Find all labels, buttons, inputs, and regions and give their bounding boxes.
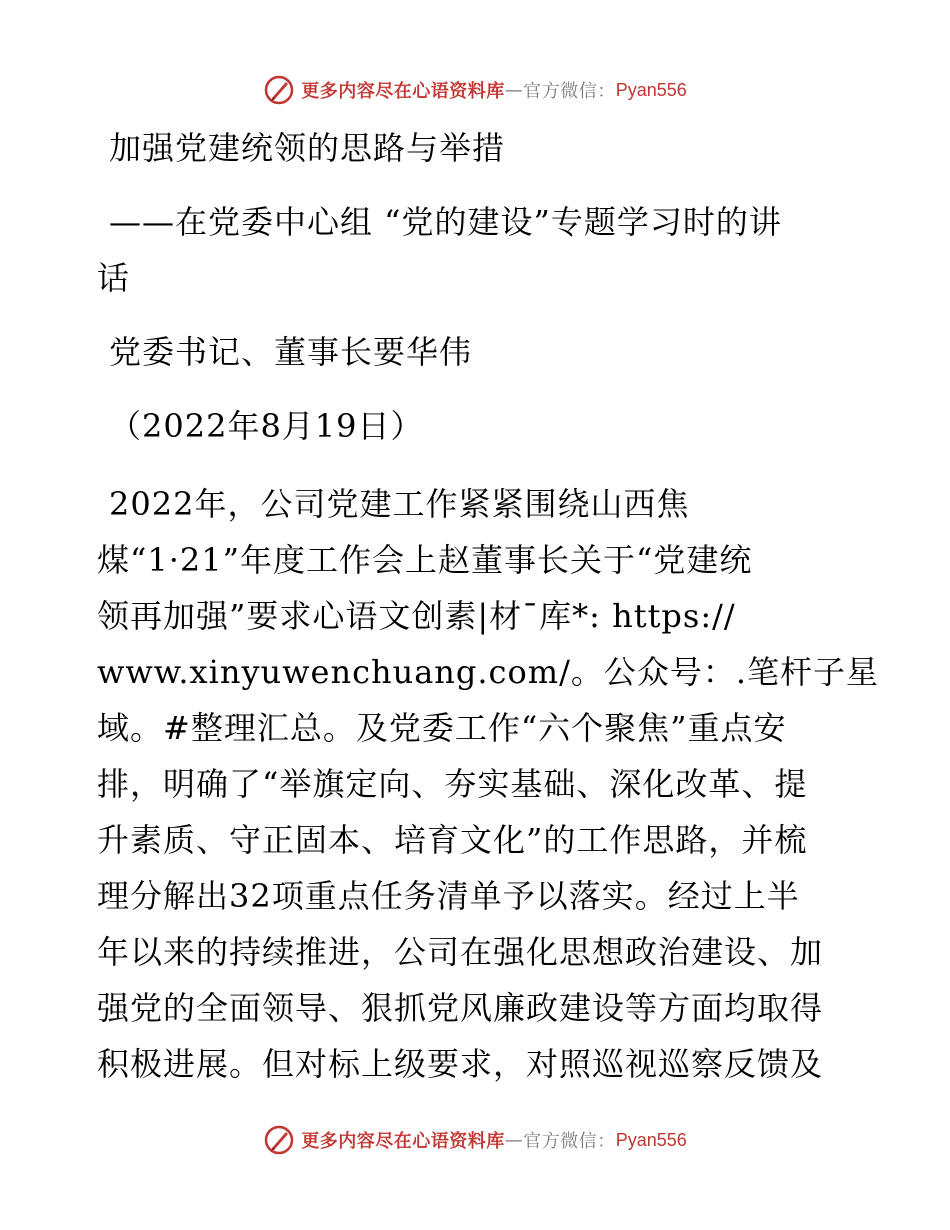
body-line: 煤“1·21”年度工作会上赵董事长关于“党建统 <box>97 541 753 579</box>
body-line: 强党的全面领导、狠抓党风廉政建设等方面均取得 <box>97 989 824 1027</box>
footer-banner <box>0 1120 950 1160</box>
banner-official-label: 官方微信： <box>523 81 616 102</box>
document-subtitle-line1: ——在党委中心组 “党的建设”专题学习时的讲 <box>109 203 782 241</box>
document-date: （2022年8月19日） <box>109 407 424 445</box>
body-line: 升素质、守正固本、培育文化”的工作思路，并梳 <box>97 821 808 859</box>
banner-separator: — <box>504 79 524 101</box>
header-banner <box>0 70 950 110</box>
body-line-with-link: 领再加强”要求心语文创素|材¯库*: https:// <box>97 597 736 635</box>
body-line: 排，明确了“举旗定向、夯实基础、深化改革、提 <box>97 765 808 803</box>
body-line: 域。#整理汇总。及党委工作“六个聚焦”重点安 <box>97 709 787 747</box>
body-line: 年以来的持续推进，公司在强化思想政治建设、加 <box>97 933 824 971</box>
banner-official-label: 官方微信： <box>523 1131 616 1152</box>
banner-wechat-id: Pyan556 <box>615 79 687 100</box>
banner-main-text: 更多内容尽在心语资料库 <box>301 81 505 102</box>
document-title: 加强党建统领的思路与举措 <box>109 129 506 167</box>
body-line: 理分解出32项重点任务清单予以落实。经过上半 <box>97 877 800 915</box>
body-line: 积极进展。但对标上级要求，对照巡视巡察反馈及 <box>97 1045 824 1083</box>
quill-pen-logo-icon <box>263 1124 295 1156</box>
document-content <box>97 120 880 1092</box>
body-line: 2022年，公司党建工作紧紧围绕山西焦 <box>109 485 690 523</box>
banner-wechat-id: Pyan556 <box>615 1129 687 1150</box>
banner-main-text: 更多内容尽在心语资料库 <box>301 1131 505 1152</box>
quill-pen-logo-icon <box>263 74 295 106</box>
body-line-url: www.xinyuwenchuang.com/。公众号：.笔杆子星 <box>97 653 880 691</box>
document-author: 党委书记、董事长要华伟 <box>109 333 473 371</box>
document-subtitle-line2: 话 <box>97 259 131 297</box>
banner-separator: — <box>504 1129 524 1151</box>
